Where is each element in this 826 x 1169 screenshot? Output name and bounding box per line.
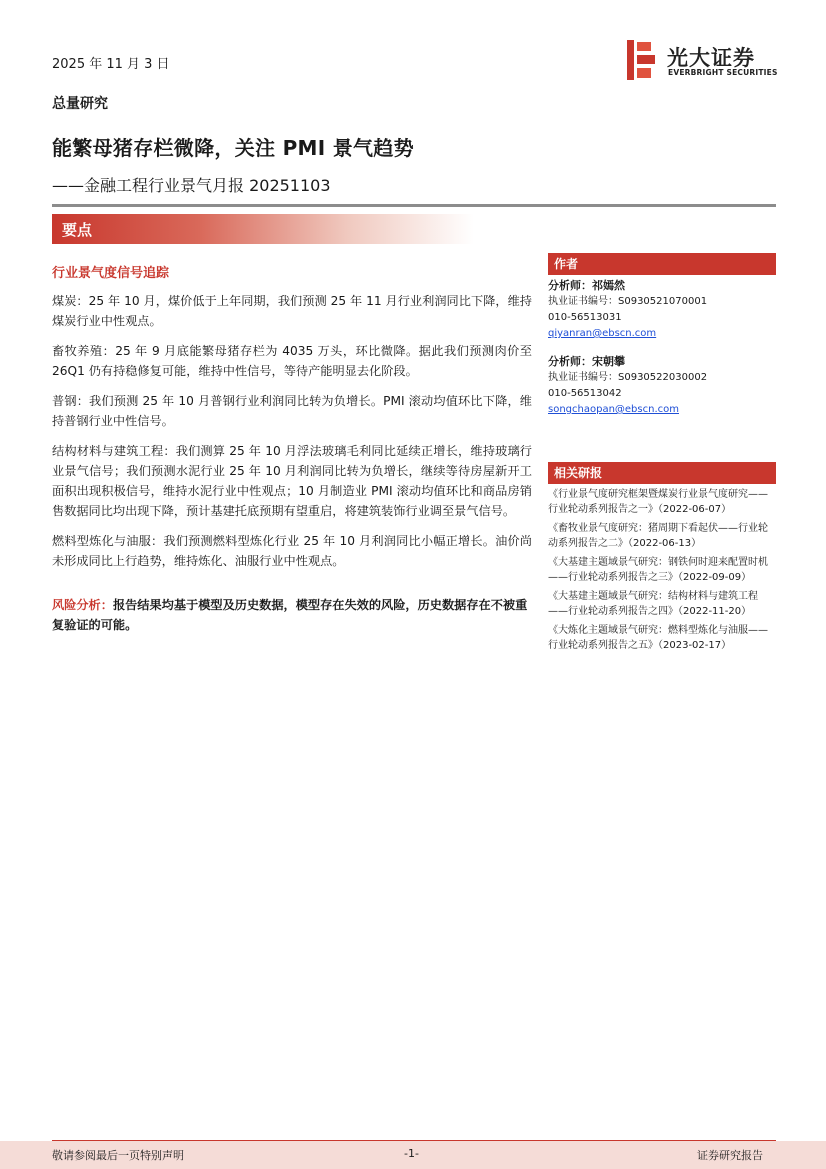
paragraph-construction: 结构材料与建筑工程：我们测算 25 年 10 月浮法玻璃毛利同比延续正增长，维持玻璃行业景气信号；我们预测水泥行业 25 年 10 月利润同比转为负增长，继续等待房屋新开工面积出现积极信号，维持水泥行业中性观点；10 月制造业 PMI 滚动均值环比和商品房销售数据同比均出现下降，预计基建托底预期有望重启，将建筑装饰行业调至景气信号。 — [52, 444, 532, 518]
analyst-card — [548, 354, 776, 418]
footer-divider — [52, 1140, 776, 1141]
report-subtitle: ——金融工程行业景气月报 20251103 — [52, 176, 331, 195]
risk-analysis — [52, 595, 532, 635]
logo-english-name: EVERBRIGHT SECURITIES — [668, 68, 778, 77]
paragraph-coal: 煤炭：25 年 10 月，煤价低于上年同期，我们预测 25 年 11 月行业利润同比下降，维持煤炭行业中性观点。 — [52, 294, 532, 328]
paragraph-refining: 燃料型炼化与油服：我们预测燃料型炼化行业 25 年 10 月利润同比小幅正增长。油价尚未形成同比上行趋势，维持炼化、油服行业中性观点。 — [52, 534, 532, 568]
related-report-item: 《大基建主题域景气研究：钢铁何时迎来配置时机——行业轮动系列报告之三》（2022-09-09） — [548, 557, 768, 583]
analyst-name: 分析师：宋朝攀 — [548, 355, 625, 368]
title-divider — [52, 204, 776, 207]
risk-label: 风险分析： — [52, 598, 113, 612]
risk-text: 报告结果均基于模型及历史数据，模型存在失效的风险，历史数据存在不被重复验证的可能。 — [52, 598, 528, 632]
analyst-phone: 010-56513042 — [548, 388, 622, 399]
analyst-name: 分析师：祁嫣然 — [548, 279, 625, 292]
footer-disclaimer: 敬请参阅最后一页特别声明 — [52, 1149, 184, 1162]
paragraph-steel: 普钢：我们预测 25 年 10 月普钢行业利润同比转为负增长。PMI 滚动均值环比下降，维持普钢行业中性信号。 — [52, 394, 532, 428]
main-content — [52, 262, 532, 635]
report-category: 总量研究 — [52, 96, 108, 112]
analyst-phone: 010-56513031 — [548, 312, 622, 323]
related-report-item: 《畜牧业景气度研究：猪周期下看起伏——行业轮动系列报告之二》（2022-06-13） — [548, 523, 768, 549]
author-header: 作者 — [548, 253, 776, 275]
analyst-email-link[interactable]: qiyanran@ebscn.com — [548, 328, 657, 339]
analyst-card — [548, 278, 776, 342]
page-number: -1- — [404, 1147, 419, 1160]
everbright-logo-icon — [627, 40, 657, 80]
footer-report-type: 证券研究报告 — [697, 1149, 763, 1162]
section-title: 行业景气度信号追踪 — [52, 266, 170, 281]
related-reports-header: 相关研报 — [548, 462, 776, 484]
related-report-item: 《行业景气度研究框架暨煤炭行业景气度研究——行业轮动系列报告之一》（2022-06-07） — [548, 489, 768, 515]
sidebar — [548, 253, 776, 657]
report-date: 2025 年 11 月 3 日 — [52, 57, 170, 72]
analyst-email-link[interactable]: songchaopan@ebscn.com — [548, 404, 679, 415]
related-report-item: 《大炼化主题域景气研究：燃料型炼化与油服——行业轮动系列报告之五》（2023-02-17） — [548, 625, 768, 651]
key-points-banner — [52, 214, 474, 244]
analyst-license: 执业证书编号：S0930522030002 — [548, 372, 708, 383]
key-points-label: 要点 — [62, 221, 93, 239]
logo-chinese-name: 光大证券 — [667, 46, 755, 70]
related-report-item: 《大基建主题域景气研究：结构材料与建筑工程——行业轮动系列报告之四》（2022-11-20） — [548, 591, 758, 617]
paragraph-livestock: 畜牧养殖：25 年 9 月底能繁母猪存栏为 4035 万头，环比微降。据此我们预测肉价至 26Q1 仍有持稳修复可能，维持中性信号，等待产能明显去化阶段。 — [52, 344, 532, 378]
analyst-license: 执业证书编号：S0930521070001 — [548, 296, 708, 307]
report-title: 能繁母猪存栏微降，关注 PMI 景气趋势 — [52, 136, 414, 160]
